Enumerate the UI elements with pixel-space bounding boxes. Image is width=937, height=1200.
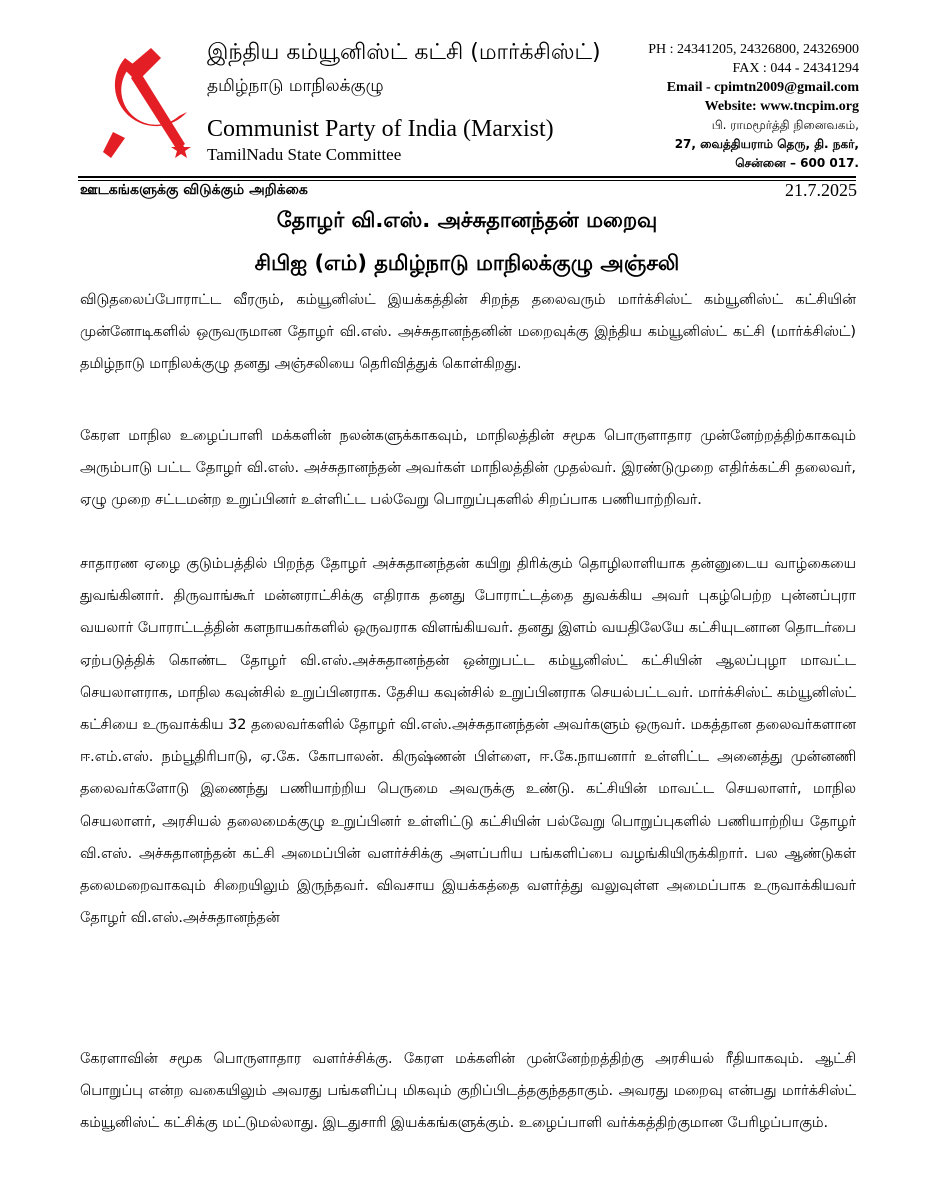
- header-divider-thick: [78, 176, 856, 178]
- address-line-3: சென்னை – 600 017.: [735, 156, 859, 170]
- body-paragraph-2: கேரள மாநில உழைப்பாளி மக்களின் நலன்களுக்காகவும், மாநிலத்தின் சமூக பொருளாதார முன்னேற்றத்திற்காகவும் அரும்பாடு பட்ட தோழர் வி.எஸ். அச்சுதானந்தன் அவர்கள் மாநிலத்தின் முதல்வர். இரண்டுமுறை எதிர்க்கட்சி தலைவர், ஏழு முறை சட்டமன்ற உறுப்பினர் உள்ளிட்ட பல்வேறு பொறுப்புகளில் சிறப்பாக பணியாற்றிவர்.: [80, 428, 856, 509]
- fax-number: FAX : 044 - 24341294: [732, 61, 859, 76]
- hammer-sickle-icon: [95, 40, 195, 170]
- party-name-tamil: இந்திய கம்யூனிஸ்ட் கட்சி (மார்க்சிஸ்ட்): [207, 40, 601, 65]
- body-paragraph-4: கேரளாவின் சமூக பொருளாதார வளர்ச்சிக்கு. கேரள மக்களின் முன்னேற்றத்திற்கு அரசியல் ரீதியாகவும். ஆட்சி பொறுப்பு என்ற வகையிலும் அவரது பங்களிப்பு மிகவும் குறிப்பிடத்தகுந்ததாகும். அவரது மறைவு என்பது மார்க்சிஸ்ட் கம்யூனிஸ்ட் கட்சிக்கு மட்டுமல்லாது. இடதுசாரி இயக்கங்களுக்கும். உழைப்பாளி வர்க்கத்திற்குமான பேரிழப்பாகும்.: [80, 1051, 856, 1132]
- body-paragraph-3: சாதாரண ஏழை குடும்பத்தில் பிறந்த தோழர் அச்சுதானந்தன் கயிறு திரிக்கும் தொழிலாளியாக தன்னுடைய வாழ்கையை துவங்கினார். திருவாங்கூர் மன்னராட்சிக்கு எதிராக தனது போராட்டத்தை துவக்கிய அவர் புகழ்பெற்ற புன்னப்புரா வயலார் போராட்டத்தின் களநாயகர்களில் ஒருவராக விளங்கியவர். தனது இளம் வயதிலேயே கட்சியுடனான தொடர்பை ஏற்படுத்திக் கொண்ட தோழர் வி.எஸ்.அச்சுதானந்தன் ஒன்றுபட்ட கம்யூனிஸ்ட் கட்சியின் ஆலப்புழா மாவட்ட செயலாளராக, மாநில கவுன்சில் உறுப்பினராக. தேசிய கவுன்சில் உறுப்பினராக செயல்பட்டவர். மார்க்சிஸ்ட் கம்யூனிஸ்ட் கட்சியை உருவாக்கிய 32 தலைவர்களில் தோழர் வி.எஸ்.அச்சுதானந்தன் அவர்களும் ஒருவர். மகத்தான தலைவர்களான ஈ.எம்.எஸ். நம்பூதிரிபாடு, ஏ.கே. கோபாலன். கிருஷ்ணன் பிள்ளை, ஈ.கே.நாயனார் உள்ளிட்ட அனைத்து முன்னணி தலைவர்களோடு இணைந்து பணியாற்றிய பெருமை அவருக்கு உண்டு. கட்சியின் மாவட்ட செயலாளர், மாநில செயலாளர், அரசியல் தலைமைக்குழு உறுப்பினர் உள்ளிட்டு கட்சியின் பல்வேறு பொறுப்புகளில் பணியாற்றிய தோழர் வி.எஸ். அச்சுதானந்தன் கட்சி அமைப்பின் வளர்ச்சிக்கு அளப்பரிய பங்களிப்பை வழங்கியிருக்கிறார். பல ஆண்டுகள் தலைமறைவாகவும் சிறையிலும் இருந்தவர். விவசாய இயக்கத்தை வளர்த்து வலுவுள்ள அமைப்பாக உருவாக்கியவர் தோழர் வி.எஸ்.அச்சுதானந்தன்: [80, 556, 856, 927]
- email-address: Email - cpimtn2009@gmail.com: [666, 80, 859, 95]
- headline-line-2: சிபிஐ (எம்) தமிழ்நாடு மாநிலக்குழு அஞ்சலி: [254, 251, 680, 275]
- contact-block: [648, 40, 859, 173]
- headline-line-1: தோழர் வி.எஸ். அச்சுதானந்தன் மறைவு: [276, 208, 658, 232]
- committee-name-tamil: தமிழ்நாடு மாநிலக்குழு: [207, 76, 384, 96]
- release-date: 21.7.2025: [785, 180, 857, 200]
- phone-numbers: PH : 24341205, 24326800, 24326900: [648, 42, 859, 57]
- header-divider-thin: [78, 180, 856, 181]
- address-line-2: 27, வைத்தியராம் தெரு, தி. நகர்,: [674, 137, 859, 151]
- press-release-label: ஊடகங்களுக்கு விடுக்கும் அறிக்கை: [80, 182, 308, 198]
- website-address: Website: www.tncpim.org: [704, 99, 859, 114]
- committee-name-english: TamilNadu State Committee: [207, 145, 402, 164]
- address-line-1: பி. ராமமூர்த்தி நினைவகம்,: [711, 118, 859, 132]
- body-paragraph-1: விடுதலைப்போராட்ட வீரரும், கம்யூனிஸ்ட் இயக்கத்தின் சிறந்த தலைவரும் மார்க்சிஸ்ட் கம்யூனிஸ்ட் கட்சியின் முன்னோடிகளில் ஒருவருமான தோழர் வி.எஸ். அச்சுதானந்தனின் மறைவுக்கு இந்திய கம்யூனிஸ்ட் கட்சி (மார்க்சிஸ்ட்) தமிழ்நாடு மாநிலக்குழு தனது அஞ்சலியை தெரிவித்துக் கொள்கிறது.: [80, 292, 856, 373]
- party-name-english: Communist Party of India (Marxist): [207, 116, 554, 142]
